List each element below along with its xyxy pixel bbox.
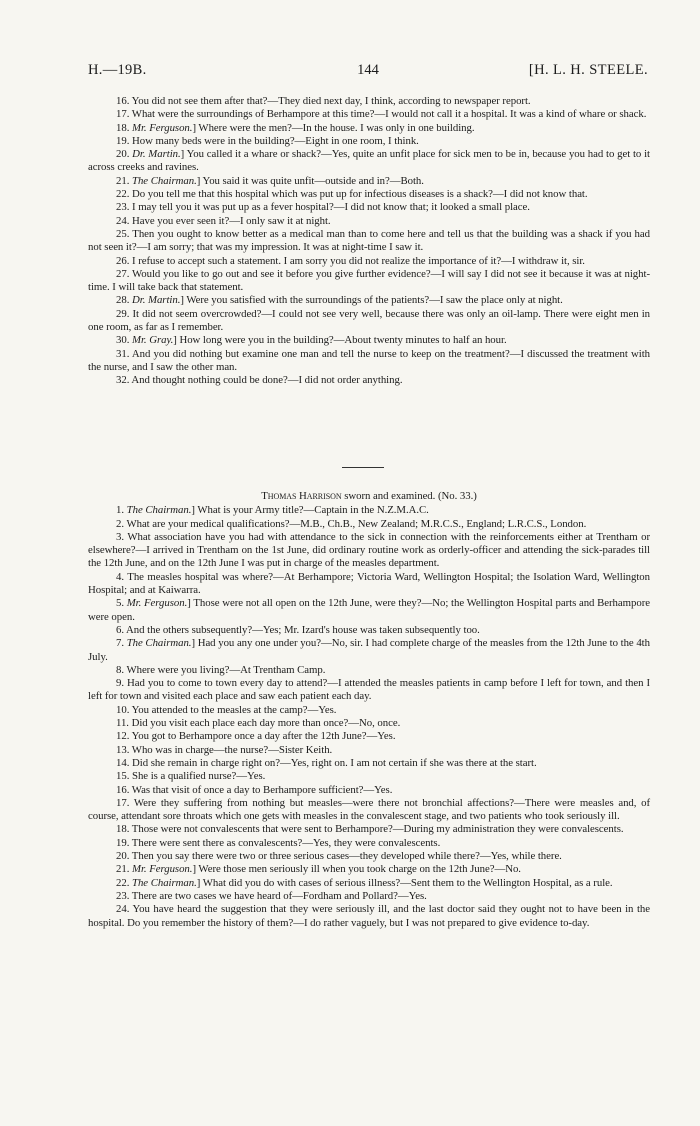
qa-text: 31. And you did nothing but examine one man and tell the nurse to keep on the treatment?—I discussed the treatment with the nurse, and I saw the other man. <box>88 347 650 373</box>
qa-text: 8. Where were you living?—At Trentham Camp. <box>116 663 326 676</box>
qa-paragraph <box>88 268 650 295</box>
speaker-name: The Chairman. <box>132 174 197 187</box>
witness-running-head: [H. L. H. STEELE. <box>528 62 648 78</box>
qa-paragraph <box>88 348 650 375</box>
speaker-name: Mr. Ferguson. <box>132 121 193 134</box>
section-divider <box>342 467 384 468</box>
qa-paragraph <box>88 518 650 531</box>
speaker-name: Dr. Martin. <box>132 294 181 307</box>
qa-text: ] How long were you in the building?—About twenty minutes to half an hour. <box>173 334 507 347</box>
question-number: 30. <box>116 334 132 347</box>
qa-paragraph <box>88 637 650 664</box>
qa-text: 22. Do you tell me that this hospital which was put up for infectious diseases is a shack?—I did not know that. <box>116 188 588 201</box>
qa-paragraph <box>88 95 650 108</box>
qa-paragraph <box>88 228 650 255</box>
witness-heading <box>88 490 650 503</box>
question-number: 28. <box>116 294 132 307</box>
qa-text: 27. Would you like to go out and see it before you give further evidence?—I will say I did not see it because it was at night-time. I will take back that statement. <box>88 267 650 294</box>
qa-paragraph <box>88 215 650 228</box>
qa-paragraph <box>88 294 650 307</box>
qa-text: 16. Was that visit of once a day to Berhampore sufficient?—Yes. <box>116 783 393 796</box>
qa-paragraph <box>88 374 650 387</box>
question-number: 18. <box>116 121 132 134</box>
qa-paragraph <box>88 717 650 730</box>
qa-text: 15. She is a qualified nurse?—Yes. <box>116 770 266 783</box>
speaker-name: The Chairman. <box>126 504 192 517</box>
qa-text: 14. Did she remain in charge right on?—Yes, right on. I am not certain if she was there at the start. <box>116 756 537 769</box>
witness-name: Thomas Harrison <box>261 490 342 502</box>
qa-paragraph <box>88 188 650 201</box>
qa-text: 17. What were the surroundings of Berhampore at this time?—I would not call it a hospital. It was a kind of whare or shack. <box>116 108 647 121</box>
qa-paragraph <box>88 624 650 637</box>
question-number: 20. <box>116 148 133 161</box>
qa-paragraph <box>88 664 650 677</box>
qa-text: 24. You have heard the suggestion that they were seriously ill, and the last doctor said they ought not to have been in the hospital. Do you remember the history of them?—I do rather vaguely, but I was not prepared to give evidence to-day. <box>88 903 650 929</box>
speaker-name: Dr. Martin. <box>132 148 181 161</box>
qa-text: 29. It did not seem overcrowded?—I could not see very well, because there was only an oil-lamp. There were eight men in one room, as far as I remember. <box>88 307 650 334</box>
qa-paragraph <box>88 757 650 770</box>
qa-text: 23. There are two cases we have heard of—Fordham and Pollard?—Yes. <box>116 889 427 902</box>
speaker-name: The Chairman. <box>126 637 192 650</box>
qa-text: ] Were you satisfied with the surroundings of the patients?—I saw the place only at night. <box>180 294 563 307</box>
qa-text: 3. What association have you had with attendance to the sick in connection with the reinforcements either at Trentham or elsewhere?—I arrived in Trentham on the 1st June, did ordinary routine work as orderly-officer and attending the sick-parades till the 12th June, and on the 12th June I was put in charge of the measles department. <box>88 530 650 570</box>
evidence-block-harrison <box>88 490 650 930</box>
qa-text: ] Were those men seriously ill when you took charge on the 12th June?—No. <box>192 863 521 876</box>
qa-paragraph <box>88 135 650 148</box>
qa-text: 13. Who was in charge—the nurse?—Sister Keith. <box>116 743 333 756</box>
qa-text: 19. How many beds were in the building?—Eight in one room, I think. <box>116 134 419 147</box>
qa-paragraph <box>88 108 650 121</box>
page-header <box>88 62 648 82</box>
qa-paragraph <box>88 890 650 903</box>
qa-text: 18. Those were not convalescents that were sent to Berhampore?—During my administration they were convalescents. <box>116 823 624 836</box>
qa-text: 6. And the others subsequently?—Yes; Mr. Izard's house was taken subsequently too. <box>116 623 480 636</box>
qa-paragraph <box>88 308 650 335</box>
qa-paragraph <box>88 797 650 824</box>
qa-text: 26. I refuse to accept such a statement. I am sorry you did not realize the importance of it?—I withdraw it, sir. <box>116 254 585 267</box>
qa-text: ] You called it a whare or shack?—Yes, quite an unfit place for sick men to be in, because you had to get to it across creeks and ravines. <box>88 148 650 174</box>
question-number: 21. <box>116 174 132 187</box>
evidence-block-steele <box>88 95 650 388</box>
qa-text: 12. You got to Berhampore once a day after the 12th June?—Yes. <box>116 730 396 743</box>
question-number: 21. <box>116 863 132 876</box>
qa-paragraph <box>88 730 650 743</box>
qa-text: 25. Then you ought to know better as a medical man than to come here and tell us that the building was a shack if you had not seen it?—I am sorry; that was my impression. It was at night-time I saw it. <box>88 227 650 254</box>
qa-paragraph <box>88 531 650 571</box>
document-reference: H.—19B. <box>88 62 147 78</box>
qa-paragraph <box>88 148 650 175</box>
qa-text: 10. You attended to the measles at the camp?—Yes. <box>116 703 337 716</box>
qa-paragraph <box>88 823 650 836</box>
speaker-name: Mr. Gray. <box>132 334 174 347</box>
qa-paragraph <box>88 903 650 930</box>
qa-text: 19. There were sent there as convalescents?—Yes, they were convalescents. <box>116 836 441 849</box>
qa-paragraph <box>88 704 650 717</box>
question-number: 1. <box>116 504 127 517</box>
question-number: 5. <box>116 597 127 610</box>
qa-paragraph <box>88 850 650 863</box>
speaker-name: Mr. Ferguson. <box>132 863 193 876</box>
qa-text: 23. I may tell you it was put up as a fever hospital?—I did not know that; it looked a small place. <box>116 201 530 214</box>
qa-text: 16. You did not see them after that?—They died next day, I think, according to newspaper report. <box>116 95 531 107</box>
qa-paragraph <box>88 571 650 598</box>
qa-paragraph <box>88 770 650 783</box>
qa-paragraph <box>88 122 650 135</box>
qa-paragraph <box>88 784 650 797</box>
speaker-name: Mr. Ferguson. <box>126 597 188 610</box>
qa-paragraph <box>88 504 650 517</box>
qa-paragraph <box>88 744 650 757</box>
qa-text: 11. Did you visit each place each day more than once?—No, once. <box>116 717 401 730</box>
qa-text: 2. What are your medical qualifications?—M.B., Ch.B., New Zealand; M.R.C.S., England; L.R.C.S., London. <box>116 517 587 530</box>
qa-text: 32. And thought nothing could be done?—I did not order anything. <box>116 374 403 387</box>
qa-text: 20. Then you say there were two or three serious cases—they developed while there?—Yes, while there. <box>116 850 562 863</box>
qa-text: ] You said it was quite unfit—outside and in?—Both. <box>196 174 424 187</box>
qa-paragraph <box>88 334 650 347</box>
qa-text: ] What did you do with cases of serious illness?—Sent them to the Wellington Hospital, as a rule. <box>196 876 613 889</box>
qa-text: ] Had you any one under you?—No, sir. I had complete charge of the measles from the 12th June to the 4th July. <box>88 637 650 663</box>
qa-text: 17. Were they suffering from nothing but measles—were there not bronchial affections?—There were measles and, of course, attendant sore throats which one gets with measles in the convalescent stage, and two patients who took seriously ill. <box>88 796 650 823</box>
qa-paragraph <box>88 201 650 214</box>
qa-paragraph <box>88 175 650 188</box>
qa-paragraph <box>88 255 650 268</box>
qa-paragraph <box>88 837 650 850</box>
qa-text: ] Where were the men?—In the house. I was only in one building. <box>192 121 475 134</box>
qa-paragraph <box>88 597 650 624</box>
question-number: 7. <box>116 637 127 650</box>
qa-text: 4. The measles hospital was where?—At Berhampore; Victoria Ward, Wellington Hospital; the Isolation Ward, Wellington Hospital; and at Kaiwarra. <box>88 570 650 597</box>
page-number: 144 <box>357 62 379 78</box>
qa-text: 9. Had you to come to town every day to attend?—I attended the measles patients in camp before I left for town, and then I left for town and visited each place and saw each patient each day. <box>88 677 650 703</box>
qa-paragraph <box>88 677 650 704</box>
speaker-name: The Chairman. <box>132 876 197 889</box>
qa-text: ] Those were not all open on the 12th June, were they?—No; the Wellington Hospital parts and Berhampore were open. <box>88 597 650 623</box>
qa-text: ] What is your Army title?—Captain in the N.Z.M.A.C. <box>191 504 429 517</box>
qa-paragraph <box>88 863 650 876</box>
qa-text: 24. Have you ever seen it?—I only saw it at night. <box>116 214 331 227</box>
witness-heading-rest: sworn and examined. (No. 33.) <box>341 490 477 502</box>
question-number: 22. <box>116 876 132 889</box>
qa-paragraph <box>88 877 650 890</box>
